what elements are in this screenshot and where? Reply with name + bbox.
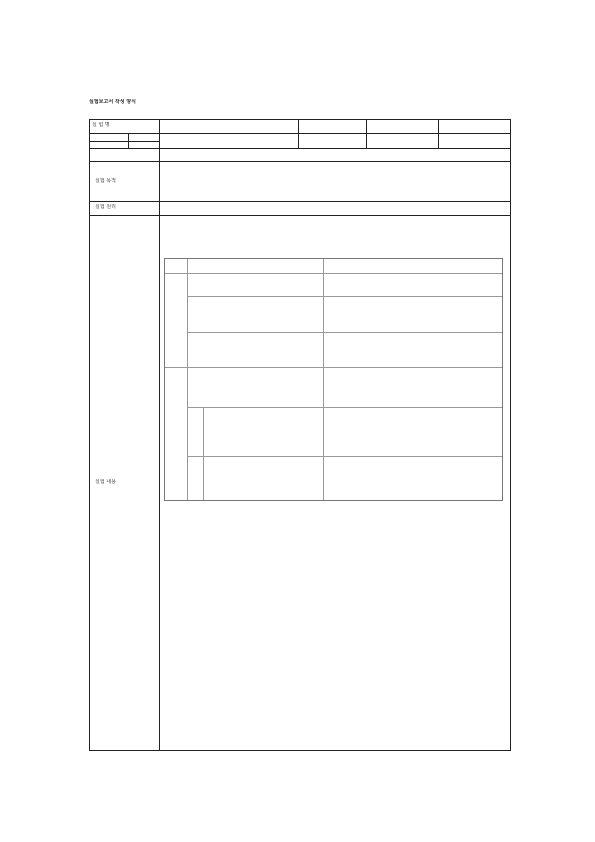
column-divider bbox=[438, 119, 439, 148]
document-title: 실험보고서 작성 양식 bbox=[89, 99, 136, 105]
figure-col-line bbox=[203, 407, 204, 500]
row-divider bbox=[89, 161, 511, 162]
row-divider bbox=[89, 148, 511, 149]
label-purpose: 실험 목적 bbox=[95, 178, 116, 184]
row-divider bbox=[89, 141, 160, 142]
figure-row-line bbox=[165, 367, 502, 368]
column-divider bbox=[366, 119, 367, 148]
figure-row-line bbox=[165, 273, 502, 274]
column-divider bbox=[298, 119, 299, 148]
label-principle: 실험 원리 bbox=[95, 204, 116, 210]
embedded-table-figure bbox=[164, 258, 503, 501]
label-content: 실험 내용 bbox=[95, 479, 116, 485]
figure-col-line bbox=[187, 259, 188, 500]
row-divider bbox=[89, 201, 511, 202]
figure-row-line bbox=[187, 332, 502, 333]
figure-row-line bbox=[187, 296, 502, 297]
figure-row-line bbox=[187, 407, 502, 408]
column-divider bbox=[128, 133, 129, 148]
row-divider bbox=[89, 215, 511, 216]
figure-row-line bbox=[187, 456, 502, 457]
figure-col-line bbox=[323, 259, 324, 500]
label-experiment-name: 실 험 명 bbox=[92, 122, 110, 128]
row-divider bbox=[89, 133, 511, 134]
column-divider bbox=[159, 119, 160, 751]
